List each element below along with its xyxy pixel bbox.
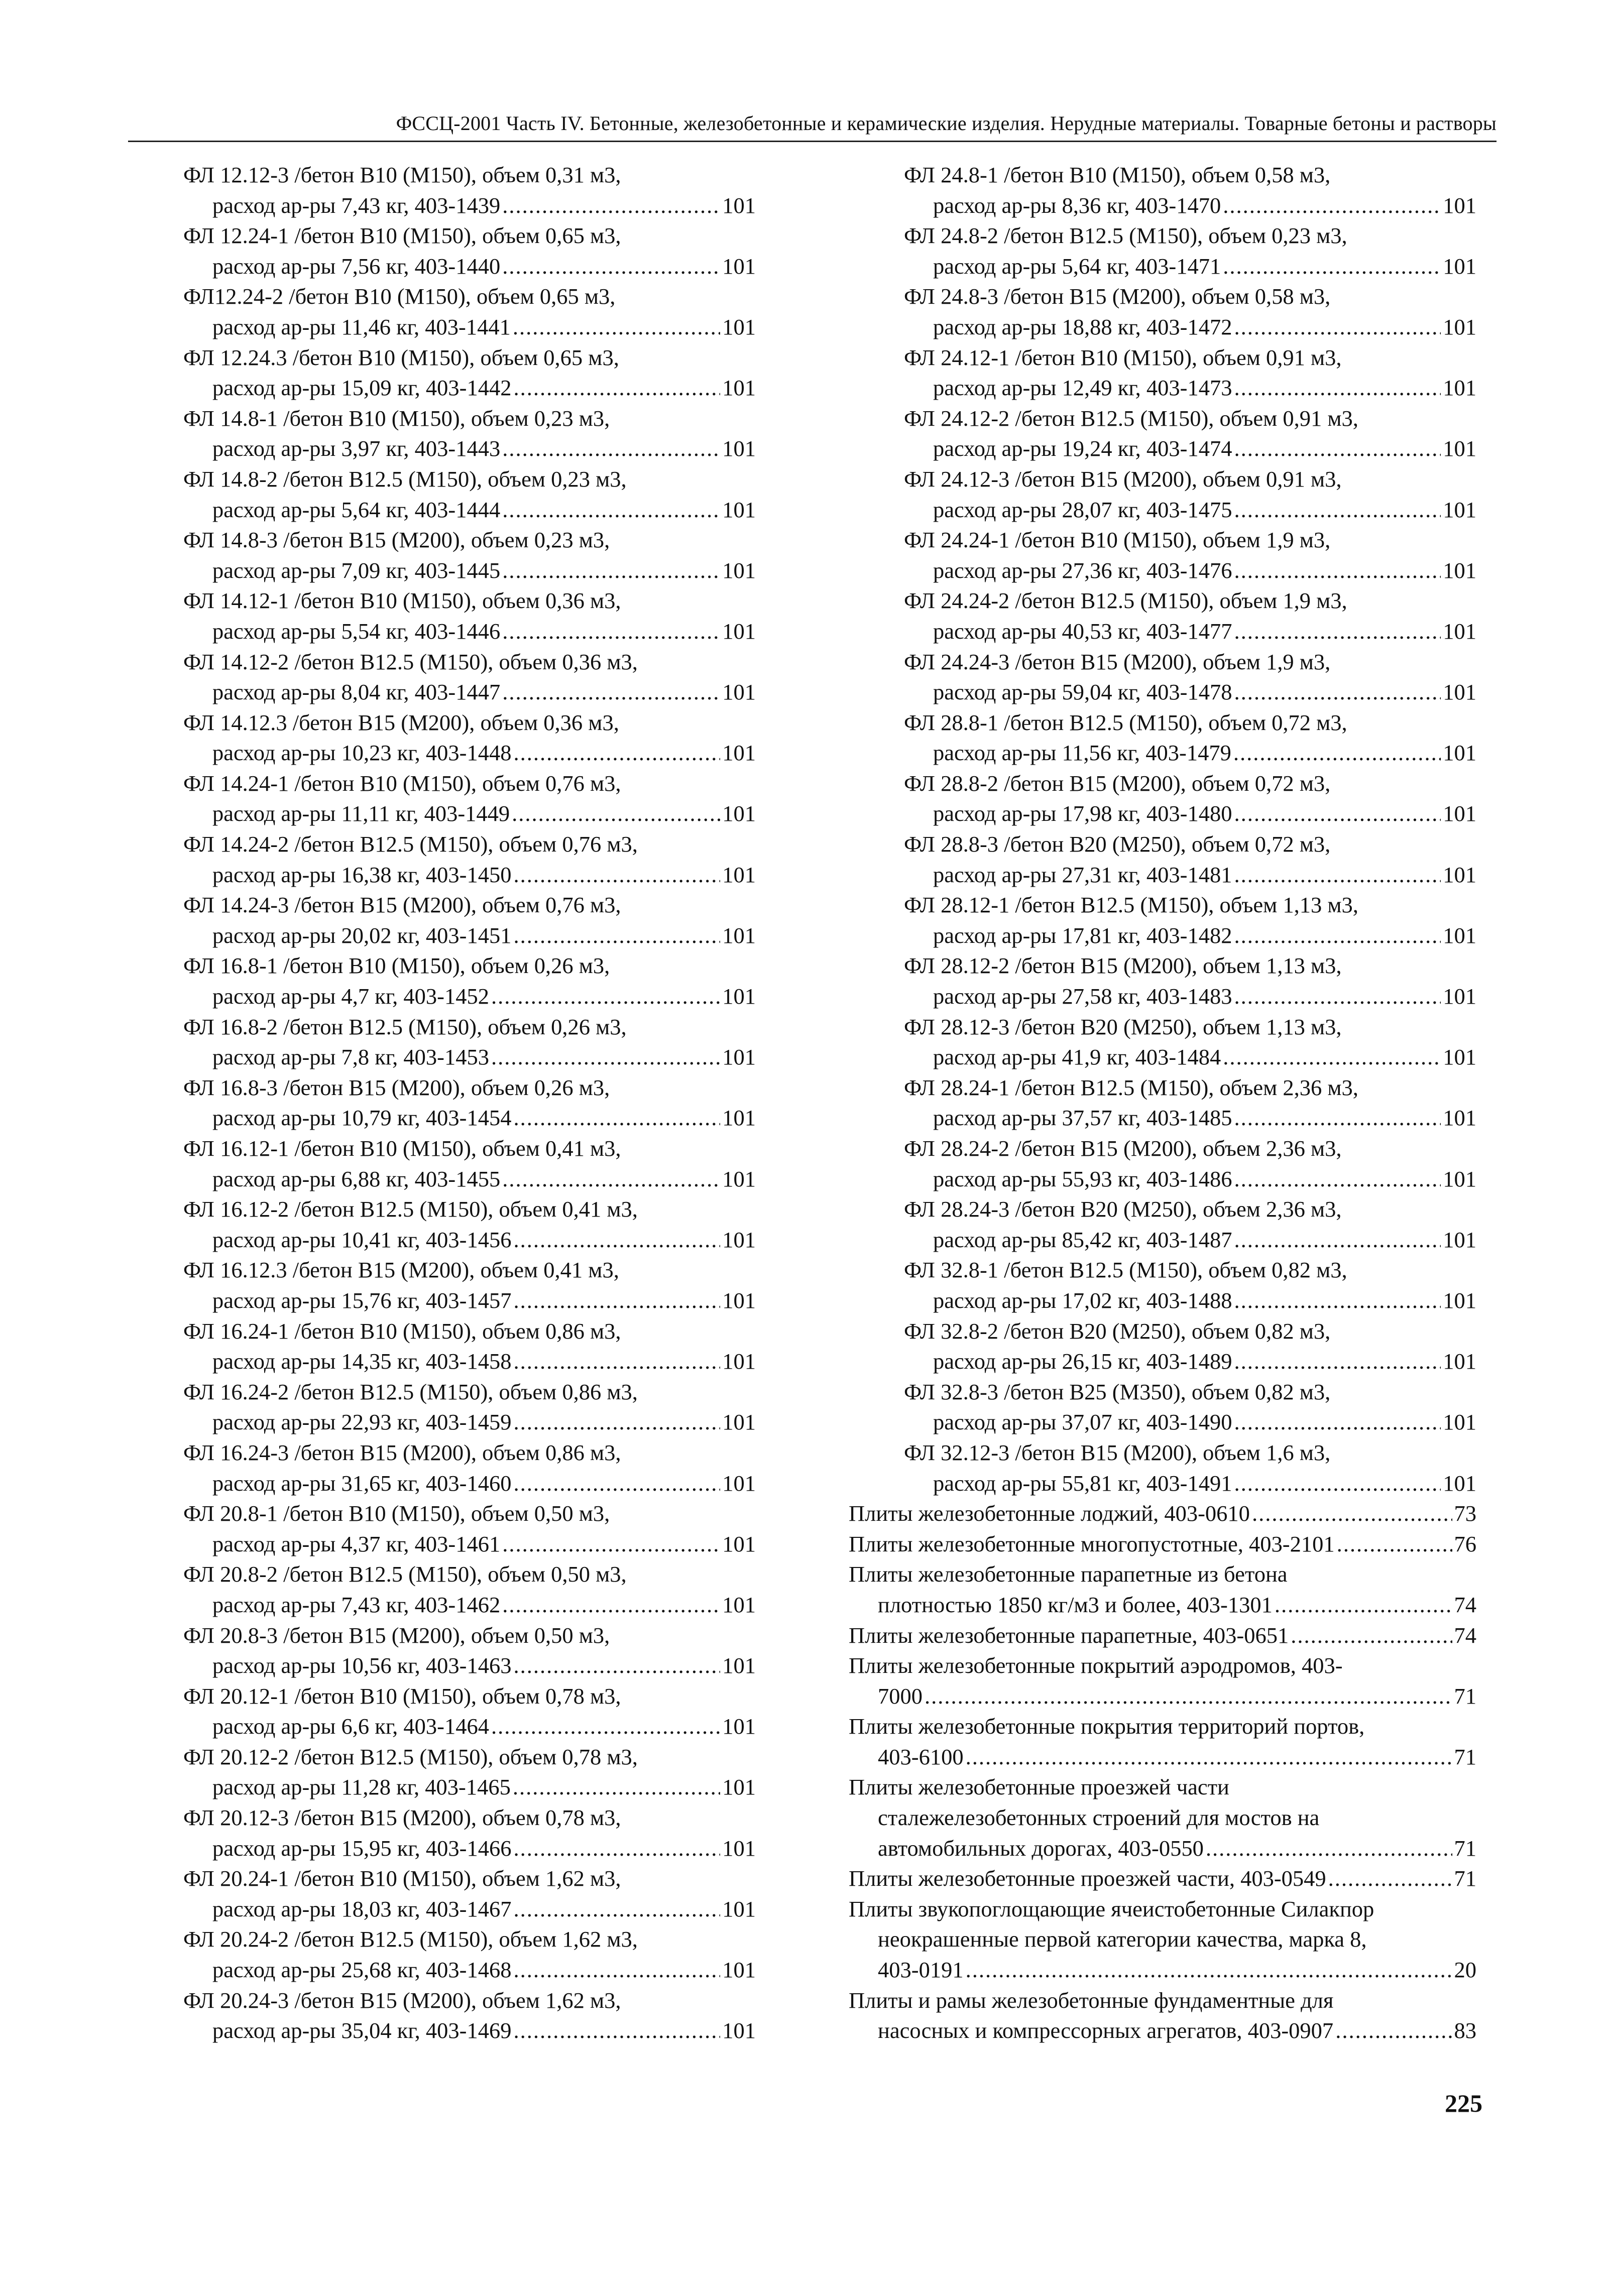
page-number: 101 (722, 557, 756, 583)
dot-leader (513, 1407, 720, 1437)
page-number: 101 (1443, 375, 1476, 401)
index-entry (849, 1437, 1476, 1498)
entry-detail: расход ар-ры 27,31 кг, 403-1481 ..... 101 (849, 860, 1476, 890)
index-entry: Плиты железобетонные покрытий аэродромов, 403- 7000 ..... 71 (849, 1650, 1476, 1711)
page-number: 101 (1443, 1044, 1476, 1070)
entry-title: ФЛ 16.12-1 /бетон В10 (М150), объем 0,41 м3, (183, 1136, 621, 1161)
dot-leader (491, 981, 720, 1012)
index-entry (849, 768, 1476, 829)
index-entry (849, 464, 1476, 525)
dot-leader (502, 1164, 720, 1194)
entry-title: ФЛ 16.12.3 /бетон В15 (М200), объем 0,41 м3, (183, 1257, 619, 1283)
entry-title: ФЛ 14.12-2 /бетон В12.5 (М150), объем 0,36 м3, (183, 649, 638, 674)
index-entry (183, 281, 756, 342)
page-number: 101 (722, 1774, 756, 1800)
entry-title: ФЛ 20.8-2 /бетон В12.5 (М150), объем 0,50 м3, (183, 1561, 627, 1587)
page-number: 101 (1443, 192, 1476, 218)
dot-leader (513, 1346, 720, 1377)
index-entry (183, 890, 756, 950)
entry-detail: расход ар-ры 5,54 кг, 403-1446 ..... 101 (183, 616, 756, 647)
page-number: 101 (722, 1592, 756, 1617)
entry-title: ФЛ 20.24-3 /бетон В15 (М200), объем 1,62 м3, (183, 1987, 621, 2013)
index-entry (183, 220, 756, 281)
index-entry (183, 1133, 756, 1194)
entry-title: ФЛ 14.24-3 /бетон В15 (М200), объем 0,76 м3, (183, 892, 621, 918)
index-entry (849, 1012, 1476, 1072)
index-entry (183, 1620, 756, 1681)
entry-detail: расход ар-ры 10,79 кг, 403-1454 ..... 101 (183, 1103, 756, 1133)
entry-title: ФЛ 28.8-2 /бетон В15 (М200), объем 0,72 м3, (904, 770, 1331, 796)
entry-title: ФЛ 24.24-1 /бетон В10 (М150), объем 1,9 м3, (904, 527, 1331, 553)
dot-leader (513, 312, 720, 342)
dot-leader (491, 1711, 720, 1742)
index-entry (183, 525, 756, 585)
entry-detail: расход ар-ры 10,56 кг, 403-1463 ..... 101 (183, 1650, 756, 1681)
right-column (849, 160, 1476, 2046)
entry-detail: расход ар-ры 37,57 кг, 403-1485 ..... 101 (849, 1103, 1476, 1133)
dot-leader (1234, 798, 1441, 829)
dot-leader (513, 1650, 720, 1681)
entry-detail: расход ар-ры 11,56 кг, 403-1479 ..... 101 (849, 738, 1476, 768)
page-number: 101 (1443, 1409, 1476, 1435)
entry-detail: расход ар-ры 11,46 кг, 403-1441 ..... 101 (183, 312, 756, 342)
index-entry (849, 403, 1476, 464)
dot-leader (513, 1894, 720, 1924)
index-entry: Плиты железобетонные лоджий, 403-0610 ..... 73 (849, 1498, 1476, 1529)
entry-title: ФЛ 14.8-1 /бетон В10 (М150), объем 0,23 м3, (183, 405, 610, 431)
index-entry (849, 525, 1476, 585)
entry-detail: расход ар-ры 27,36 кг, 403-1476 ..... 101 (849, 555, 1476, 586)
index-entry (183, 1559, 756, 1620)
index-entry (849, 647, 1476, 707)
entry-detail: расход ар-ры 16,38 кг, 403-1450 ..... 101 (183, 860, 756, 890)
entry-title: ФЛ 24.12-2 /бетон В12.5 (М150), объем 0,91 м3, (904, 405, 1358, 431)
entry-title: ФЛ 14.8-2 /бетон В12.5 (М150), объем 0,23 м3, (183, 466, 627, 492)
dot-leader (502, 555, 720, 586)
index-entry (849, 1194, 1476, 1255)
entry-title: ФЛ 28.12-1 /бетон В12.5 (М150), объем 1,13 м3, (904, 892, 1358, 918)
dot-leader (1234, 555, 1441, 586)
entry-detail: расход ар-ры 8,04 кг, 403-1447 ..... 101 (183, 677, 756, 707)
entry-title: ФЛ 20.12-2 /бетон В12.5 (М150), объем 0,78 м3, (183, 1744, 638, 1769)
page-number: 101 (722, 1470, 756, 1496)
dot-leader (502, 616, 720, 647)
entry-detail: расход ар-ры 22,93 кг, 403-1459 ..... 101 (183, 1407, 756, 1437)
index-entry (183, 585, 756, 646)
dot-leader (513, 2015, 720, 2046)
entry-title: ФЛ 14.24-1 /бетон В10 (М150), объем 0,76 м3, (183, 770, 621, 796)
entry-title: ФЛ 24.8-3 /бетон В15 (М200), объем 0,58 м3, (904, 284, 1331, 309)
entry-title: ФЛ 12.24.3 /бетон В10 (М150), объем 0,65 м3, (183, 344, 619, 370)
entry-detail: расход ар-ры 11,28 кг, 403-1465 ..... 101 (183, 1772, 756, 1802)
index-entry (183, 768, 756, 829)
page-number: 101 (1443, 679, 1476, 705)
page-number: 101 (722, 1409, 756, 1435)
page-number: 101 (1443, 1166, 1476, 1191)
page-number: 101 (1443, 497, 1476, 522)
dot-leader (1234, 1285, 1441, 1316)
entry-detail: расход ар-ры 28,07 кг, 403-1475 ..... 101 (849, 495, 1476, 525)
index-entry: Плиты железобетонные покрытия территорий портов, 403-6100 ..... 71 (849, 1711, 1476, 1772)
dot-leader (502, 1590, 720, 1620)
entry-detail: расход ар-ры 17,02 кг, 403-1488 ..... 101 (849, 1285, 1476, 1316)
dot-leader (513, 1285, 720, 1316)
page-number: 101 (722, 1531, 756, 1556)
index-entry (183, 1255, 756, 1315)
dot-leader (513, 1955, 720, 1985)
page-number: 101 (722, 801, 756, 826)
entry-detail: расход ар-ры 55,93 кг, 403-1486 ..... 101 (849, 1164, 1476, 1194)
entry-title: ФЛ 28.8-3 /бетон В20 (М250), объем 0,72 м3, (904, 831, 1331, 857)
index-entry (183, 1316, 756, 1377)
dot-leader (502, 495, 720, 525)
entry-detail: расход ар-ры 18,88 кг, 403-1472 ..... 101 (849, 312, 1476, 342)
entry-detail: расход ар-ры 3,97 кг, 403-1443 ..... 101 (183, 433, 756, 464)
entry-title: ФЛ 16.8-2 /бетон В12.5 (М150), объем 0,26 м3, (183, 1014, 627, 1039)
index-entry (183, 1924, 756, 1985)
page-number: 101 (1443, 801, 1476, 826)
page-number: 101 (722, 1287, 756, 1313)
page-number: 101 (722, 1896, 756, 1921)
entry-title: ФЛ 32.8-3 /бетон В25 (М350), объем 0,82 м3, (904, 1379, 1331, 1404)
entry-title: ФЛ 28.24-1 /бетон В12.5 (М150), объем 2,36 м3, (904, 1074, 1358, 1100)
entry-detail: расход ар-ры 15,76 кг, 403-1457 ..... 101 (183, 1285, 756, 1316)
page-number: 101 (722, 862, 756, 887)
entry-detail: расход ар-ры 4,7 кг, 403-1452 ..... 101 (183, 981, 756, 1012)
entry-detail: расход ар-ры 20,02 кг, 403-1451 ..... 101 (183, 920, 756, 951)
dot-leader (513, 738, 720, 768)
index-entry (849, 890, 1476, 950)
entry-title: ФЛ 32.8-2 /бетон В20 (М250), объем 0,82 м3, (904, 1318, 1331, 1344)
page-folio: 225 (1445, 2089, 1482, 2117)
entry-detail: расход ар-ры 12,49 кг, 403-1473 ..... 101 (849, 373, 1476, 403)
index-entry (183, 1072, 756, 1133)
entry-detail: расход ар-ры 25,68 кг, 403-1468 ..... 101 (183, 1955, 756, 1985)
page-number: 101 (1443, 922, 1476, 948)
entry-title: ФЛ 28.24-2 /бетон В15 (М200), объем 2,36 м3, (904, 1136, 1342, 1161)
page-number: 101 (1443, 740, 1476, 766)
page-number: 101 (722, 253, 756, 279)
dot-leader (513, 1225, 720, 1255)
page-number: 101 (722, 436, 756, 461)
entry-title: ФЛ 32.12-3 /бетон В15 (М200), объем 1,6 м3, (904, 1439, 1331, 1465)
dot-leader (1234, 1346, 1441, 1377)
page-number: 101 (1443, 1470, 1476, 1496)
index-entry (849, 829, 1476, 890)
index-entry (849, 1316, 1476, 1377)
index-entry (849, 1133, 1476, 1194)
page-number: 101 (722, 1349, 756, 1374)
dot-leader (502, 1529, 720, 1559)
page-number: 101 (1443, 1227, 1476, 1252)
dot-leader (502, 190, 720, 221)
index-entry (183, 950, 756, 1011)
entry-title: ФЛ 16.24-1 /бетон В10 (М150), объем 0,86 м3, (183, 1318, 621, 1344)
dot-leader (1223, 1042, 1441, 1072)
entry-title: ФЛ 16.24-3 /бетон В15 (М200), объем 0,86 м3, (183, 1439, 621, 1465)
entry-detail: расход ар-ры 17,81 кг, 403-1482 ..... 101 (849, 920, 1476, 951)
page-number: 20 (1454, 1957, 1476, 1983)
entry-detail: расход ар-ры 26,15 кг, 403-1489 ..... 101 (849, 1346, 1476, 1377)
index-entry (183, 1985, 756, 2046)
entry-detail: расход ар-ры 15,09 кг, 403-1442 ..... 101 (183, 373, 756, 403)
page-number: 101 (722, 1835, 756, 1861)
page-number: 101 (722, 497, 756, 522)
header-title: ФССЦ-2001 Часть IV. Бетонные, железобетонные и керамические изделия. Нерудные материалы. Товарные бетоны и растворы (396, 112, 1497, 135)
dot-leader (513, 860, 720, 890)
entry-detail: расход ар-ры 7,43 кг, 403-1462 ..... 101 (183, 1590, 756, 1620)
dot-leader (1234, 495, 1441, 525)
dot-leader (1234, 1225, 1441, 1255)
dot-leader (1234, 1468, 1441, 1499)
entry-title: ФЛ 16.8-1 /бетон В10 (М150), объем 0,26 м3, (183, 953, 610, 979)
page-number: 74 (1454, 1592, 1476, 1617)
index-entry (183, 1802, 756, 1863)
dot-leader (1234, 677, 1441, 707)
entry-title: ФЛ 16.24-2 /бетон В12.5 (М150), объем 0,86 м3, (183, 1379, 638, 1404)
dot-leader (513, 1833, 720, 1864)
entry-detail: расход ар-ры 15,95 кг, 403-1466 ..... 101 (183, 1833, 756, 1864)
index-entry (183, 403, 756, 464)
index-entry: Плиты и рамы железобетонные фундаментные для насосных и компрессорных агрегатов, 403-0907 ..... 83 (849, 1985, 1476, 2046)
page-number: 101 (722, 192, 756, 218)
index-entry (849, 585, 1476, 646)
entry-detail: расход ар-ры 59,04 кг, 403-1478 ..... 101 (849, 677, 1476, 707)
page-number: 71 (1454, 1835, 1476, 1861)
entry-title: ФЛ12.24-2 /бетон В10 (М150), объем 0,65 м3, (183, 284, 616, 309)
page-number: 101 (1443, 1287, 1476, 1313)
entry-detail: расход ар-ры 5,64 кг, 403-1471 ..... 101 (849, 251, 1476, 282)
dot-leader (513, 920, 720, 951)
page-number: 101 (722, 1044, 756, 1070)
dot-leader (513, 1103, 720, 1133)
index-entry (183, 1194, 756, 1255)
dot-leader (513, 373, 720, 403)
page-number: 71 (1454, 1744, 1476, 1769)
entry-title: ФЛ 24.12-1 /бетон В10 (М150), объем 0,91 м3, (904, 344, 1342, 370)
page-number: 101 (1443, 862, 1476, 887)
dot-leader (1223, 251, 1441, 282)
page-number: 101 (722, 1105, 756, 1131)
index-entry (183, 1012, 756, 1072)
dot-leader (513, 1468, 720, 1499)
entry-title: ФЛ 20.24-2 /бетон В12.5 (М150), объем 1,62 м3, (183, 1926, 638, 1952)
entry-detail: расход ар-ры 7,8 кг, 403-1453 ..... 101 (183, 1042, 756, 1072)
index-entry (849, 342, 1476, 403)
index-entry (183, 1681, 756, 1742)
index-entry: Плиты железобетонные проезжей части сталежелезобетонных строений для мостов на автомобильных дорогах, 403-0550 ..... 71 (849, 1772, 1476, 1863)
dot-leader (1223, 190, 1441, 221)
page-number: 74 (1454, 1622, 1476, 1648)
index-entry: Плиты звукопоглощающие ячеистобетонные Силакпор неокрашенные первой категории качества, марка 8, 403-0191 ..... 20 (849, 1894, 1476, 1985)
page-number: 71 (1454, 1683, 1476, 1709)
entry-detail: расход ар-ры 11,11 кг, 403-1449 ..... 101 (183, 798, 756, 829)
dot-leader (1234, 1103, 1441, 1133)
index-entry (183, 464, 756, 525)
entry-title: ФЛ 12.24-1 /бетон В10 (М150), объем 0,65 м3, (183, 223, 621, 249)
index-entry (849, 281, 1476, 342)
entry-title: ФЛ 20.8-3 /бетон В15 (М200), объем 0,50 м3, (183, 1622, 610, 1648)
entry-title: ФЛ 24.8-2 /бетон В12.5 (М150), объем 0,23 м3, (904, 223, 1347, 249)
page-number: 101 (1443, 314, 1476, 339)
entry-title: ФЛ 28.24-3 /бетон В20 (М250), объем 2,36 м3, (904, 1196, 1342, 1222)
entry-title: ФЛ 12.12-3 /бетон В10 (М150), объем 0,31 м3, (183, 162, 621, 187)
entry-title: ФЛ 14.8-3 /бетон В15 (М200), объем 0,23 м3, (183, 527, 610, 553)
entry-title: ФЛ 16.12-2 /бетон В12.5 (М150), объем 0,41 м3, (183, 1196, 638, 1222)
page-number: 101 (722, 1227, 756, 1252)
entry-title: ФЛ 14.24-2 /бетон В12.5 (М150), объем 0,76 м3, (183, 831, 638, 857)
dot-leader (1234, 920, 1441, 951)
entry-detail: расход ар-ры 31,65 кг, 403-1460 ..... 101 (183, 1468, 756, 1499)
index-entry (183, 1437, 756, 1498)
index-entry: Плиты железобетонные проезжей части, 403-0549 ..... 71 (849, 1863, 1476, 1894)
entry-title: ФЛ 20.8-1 /бетон В10 (М150), объем 0,50 м3, (183, 1501, 610, 1526)
dot-leader (1234, 373, 1441, 403)
entry-detail: расход ар-ры 5,64 кг, 403-1444 ..... 101 (183, 495, 756, 525)
entry-detail: расход ар-ры 7,43 кг, 403-1439 ..... 101 (183, 190, 756, 221)
entry-detail: расход ар-ры 85,42 кг, 403-1487 ..... 101 (849, 1225, 1476, 1255)
entry-detail: расход ар-ры 6,6 кг, 403-1464 ..... 101 (183, 1711, 756, 1742)
page-number: 101 (722, 1714, 756, 1739)
index-entry (183, 1377, 756, 1437)
page-number: 101 (1443, 436, 1476, 461)
page-number: 101 (722, 375, 756, 401)
entry-title: ФЛ 14.12-1 /бетон В10 (М150), объем 0,36 м3, (183, 588, 621, 614)
entry-title: ФЛ 24.24-3 /бетон В15 (М200), объем 1,9 м3, (904, 649, 1331, 674)
dot-leader (502, 251, 720, 282)
entry-title: ФЛ 28.12-2 /бетон В15 (М200), объем 1,13 м3, (904, 953, 1342, 979)
dot-leader (502, 433, 720, 464)
entry-title: ФЛ 14.12.3 /бетон В15 (М200), объем 0,36 м3, (183, 709, 619, 735)
dot-leader (1234, 312, 1441, 342)
left-column (183, 160, 756, 2046)
index-entry: Плиты железобетонные парапетные из бетона плотностью 1850 кг/м3 и более, 403-1301 ..... 74 (849, 1559, 1476, 1620)
index-entry (183, 342, 756, 403)
page-number: 101 (722, 922, 756, 948)
page-number: 101 (722, 1653, 756, 1678)
dot-leader (1234, 981, 1441, 1012)
index-entry (183, 647, 756, 707)
index-entry (849, 220, 1476, 281)
entry-title: ФЛ 28.8-1 /бетон В12.5 (М150), объем 0,72 м3, (904, 709, 1347, 735)
entry-title: ФЛ 20.12-3 /бетон В15 (М200), объем 0,78 м3, (183, 1805, 621, 1831)
page-number: 101 (1443, 618, 1476, 644)
index-entry (183, 707, 756, 768)
entry-detail: расход ар-ры 10,23 кг, 403-1448 ..... 101 (183, 738, 756, 768)
index-entry (849, 1255, 1476, 1315)
page-number: 101 (1443, 1105, 1476, 1131)
entry-detail: расход ар-ры 7,09 кг, 403-1445 ..... 101 (183, 555, 756, 586)
entry-detail: расход ар-ры 37,07 кг, 403-1490 ..... 101 (849, 1407, 1476, 1437)
page-number: 101 (1443, 984, 1476, 1009)
page-number: 101 (722, 1957, 756, 1983)
entry-detail: расход ар-ры 4,37 кг, 403-1461 ..... 101 (183, 1529, 756, 1559)
dot-leader (513, 1772, 720, 1802)
entry-detail: расход ар-ры 17,98 кг, 403-1480 ..... 101 (849, 798, 1476, 829)
dot-leader (1234, 1164, 1441, 1194)
index-entry (849, 1072, 1476, 1133)
entry-detail: расход ар-ры 6,88 кг, 403-1455 ..... 101 (183, 1164, 756, 1194)
dot-leader (1233, 738, 1441, 768)
entry-title: ФЛ 24.24-2 /бетон В12.5 (М150), объем 1,9 м3, (904, 588, 1347, 614)
page-number: 73 (1454, 1501, 1476, 1526)
dot-leader (1234, 1407, 1441, 1437)
page-number: 101 (1443, 557, 1476, 583)
dot-leader (1234, 860, 1441, 890)
entry-detail: расход ар-ры 18,03 кг, 403-1467 ..... 101 (183, 1894, 756, 1924)
dot-leader (512, 798, 720, 829)
entry-detail: расход ар-ры 7,56 кг, 403-1440 ..... 101 (183, 251, 756, 282)
index-entry (183, 1863, 756, 1924)
page-number: 101 (722, 984, 756, 1009)
page-number: 101 (722, 2018, 756, 2043)
entry-detail: расход ар-ры 35,04 кг, 403-1469 ..... 101 (183, 2015, 756, 2046)
dot-leader (1234, 616, 1441, 647)
index-entry: Плиты железобетонные парапетные, 403-0651 ..... 74 (849, 1620, 1476, 1651)
entry-title: ФЛ 24.12-3 /бетон В15 (М200), объем 0,91 м3, (904, 466, 1342, 492)
entry-title: ФЛ 32.8-1 /бетон В12.5 (М150), объем 0,82 м3, (904, 1257, 1347, 1283)
page-number: 101 (1443, 1349, 1476, 1374)
dot-leader (502, 677, 720, 707)
index-entry (849, 707, 1476, 768)
index-entry: Плиты железобетонные многопустотные, 403-2101 ..... 76 (849, 1529, 1476, 1559)
running-header (128, 111, 1497, 142)
page-number: 101 (722, 1166, 756, 1191)
page-number: 101 (722, 679, 756, 705)
entry-detail: расход ар-ры 19,24 кг, 403-1474 ..... 101 (849, 433, 1476, 464)
index-entry (183, 829, 756, 890)
index-entry (183, 160, 756, 220)
entry-detail: расход ар-ры 55,81 кг, 403-1491 ..... 101 (849, 1468, 1476, 1499)
index-entry (183, 1742, 756, 1802)
entry-title: ФЛ 20.24-1 /бетон В10 (М150), объем 1,62 м3, (183, 1866, 621, 1891)
page-number: 83 (1454, 2018, 1476, 2043)
entry-title: ФЛ 28.12-3 /бетон В20 (М250), объем 1,13 м3, (904, 1014, 1342, 1039)
page-number: 101 (722, 314, 756, 339)
entry-detail: расход ар-ры 40,53 кг, 403-1477 ..... 101 (849, 616, 1476, 647)
entry-detail: расход ар-ры 27,58 кг, 403-1483 ..... 101 (849, 981, 1476, 1012)
index-entry (849, 160, 1476, 220)
entry-title: ФЛ 24.8-1 /бетон В10 (М150), объем 0,58 м3, (904, 162, 1331, 187)
page-number: 101 (722, 618, 756, 644)
page-number: 76 (1454, 1531, 1476, 1556)
index-entry (183, 1498, 756, 1559)
index-entry (849, 1377, 1476, 1437)
page-number: 101 (1443, 253, 1476, 279)
dot-leader (491, 1042, 720, 1072)
entry-detail: расход ар-ры 41,9 кг, 403-1484 ..... 101 (849, 1042, 1476, 1072)
dot-leader (1234, 433, 1441, 464)
entry-detail: расход ар-ры 10,41 кг, 403-1456 ..... 101 (183, 1225, 756, 1255)
entry-detail: расход ар-ры 8,36 кг, 403-1470 ..... 101 (849, 190, 1476, 221)
page-number: 101 (722, 740, 756, 766)
entry-title: ФЛ 16.8-3 /бетон В15 (М200), объем 0,26 м3, (183, 1074, 610, 1100)
index-entry (849, 950, 1476, 1011)
page-number: 71 (1454, 1866, 1476, 1891)
entry-title: ФЛ 20.12-1 /бетон В10 (М150), объем 0,78 м3, (183, 1683, 621, 1709)
entry-detail: расход ар-ры 14,35 кг, 403-1458 ..... 101 (183, 1346, 756, 1377)
